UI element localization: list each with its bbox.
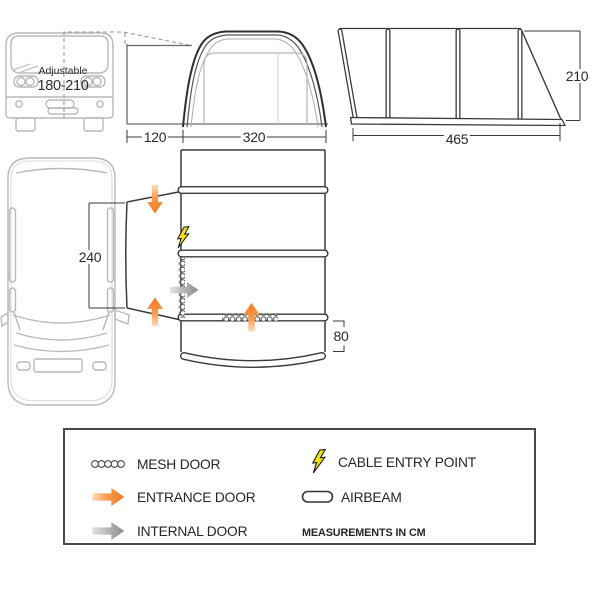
adjustable-range-text: 180-210 <box>37 77 89 94</box>
legend-entrance-door <box>91 485 256 509</box>
bonnet-line <box>14 345 109 352</box>
roof-rail-left <box>10 208 16 282</box>
dim-label-80: 80 <box>333 328 349 344</box>
mesh-door-label: MESH DOOR <box>137 456 221 472</box>
awning-side-view <box>127 32 328 144</box>
legend-internal-door <box>91 519 247 543</box>
mesh-door-icon <box>91 457 127 471</box>
dim-label-210: 210 <box>565 68 589 84</box>
dim-label-120: 120 <box>143 129 167 145</box>
legend-mesh-door <box>91 452 220 476</box>
legend-measurements-note <box>302 521 426 545</box>
mirror-left <box>1 313 8 326</box>
frame-base-bar <box>351 118 566 126</box>
entrance-arrow-icon <box>147 185 163 214</box>
legend <box>63 428 536 545</box>
roof-rail-right <box>108 208 114 282</box>
measurements-note-text: MEASUREMENTS IN CM <box>302 527 426 539</box>
wheel-left <box>16 118 35 131</box>
internal-door-icon <box>91 522 127 540</box>
legend-airbeam <box>301 485 402 509</box>
windshield-bottom <box>16 333 107 340</box>
grille <box>46 100 74 108</box>
airbeam-frame-view <box>339 29 580 142</box>
cable-entry-icon <box>307 449 329 475</box>
airbeam-pills <box>182 190 325 364</box>
airbeam-icon <box>301 490 335 504</box>
internal-door-label: INTERNAL DOOR <box>137 523 248 539</box>
cable-entry-icon <box>176 227 191 248</box>
dim-label-465: 465 <box>445 131 469 147</box>
entrance-arrow-icon <box>147 298 163 327</box>
rear-window-line <box>16 169 107 174</box>
adjustable-text: Adjustable <box>38 65 88 78</box>
awning-floor-plan <box>126 150 344 364</box>
windshield-top <box>13 315 110 323</box>
entrance-door-label: ENTRANCE DOOR <box>137 489 256 505</box>
wheel-right <box>84 118 103 131</box>
cable-entry-label: CABLE ENTRY POINT <box>338 454 476 470</box>
adjustable-height-label <box>37 65 88 95</box>
dim-label-320: 320 <box>242 129 266 145</box>
dim-label-240: 240 <box>78 249 102 265</box>
wiper-lines <box>13 64 38 72</box>
legend-cable-entry <box>307 450 476 474</box>
mirror-right <box>115 310 129 324</box>
van-top-view <box>1 158 129 405</box>
front-plate <box>34 359 82 372</box>
airbeam-label: AIRBEAM <box>341 489 402 505</box>
entrance-door-icon <box>91 488 127 506</box>
